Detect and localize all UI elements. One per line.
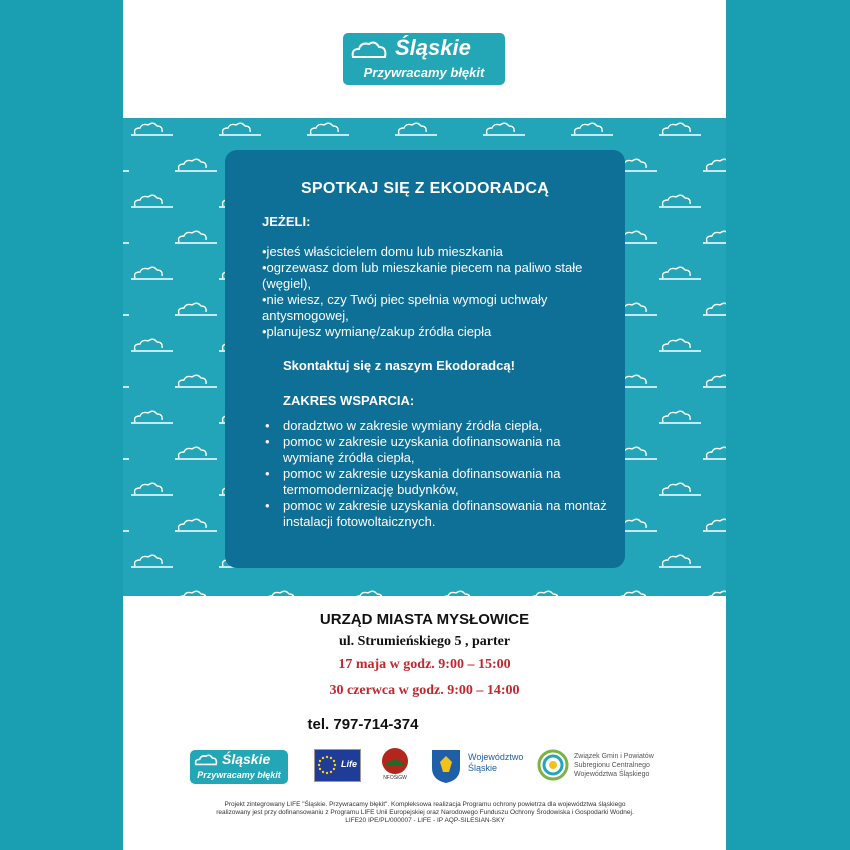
association-line-3: Województwa Śląskiego [574, 771, 650, 778]
cloud-icon [173, 372, 221, 390]
cloud-icon [657, 120, 705, 138]
cloud-icon [657, 264, 705, 282]
office-address: ul. Strumieńskiego 5 , parter [338, 634, 511, 649]
slaskie-brand-text: Śląskie [395, 35, 471, 60]
cloud-icon [123, 300, 133, 318]
cloud-icon [129, 480, 177, 498]
voivodeship-name [468, 752, 523, 774]
voivodeship-line-2: Śląskie [468, 763, 498, 773]
disclaimer-line-2: realizowany jest przy dofinansowaniu z Programu LIFE Unii Europejskiej oraz Narodowego Funduszu Ochrony Środowiska i Gospodarki Wodnej. [216, 809, 634, 816]
support-label: ZAKRES WSPARCIA: [283, 393, 415, 408]
disclaimer-line-3: LIFE20 IPE/PL/000007 - LIFE - IP AQP-SILESIAN-SKY [345, 817, 505, 824]
support-item: • pomoc w zakresie uzyskania dofinansowania na montaż instalacji fotowoltaicznych. [265, 498, 615, 530]
cloud-icon [657, 480, 705, 498]
condition-item: •ogrzewasz dom lub mieszkanie piecem na paliwo stałe (węgiel), [262, 260, 583, 291]
support-item: • pomoc w zakresie uzyskania dofinansowania na termomodernizację budynków, [265, 466, 615, 498]
condition-item: •nie wiesz, czy Twój piec spełnia wymogi uchwały antysmogowej, [262, 292, 548, 323]
condition-item: •planujesz wymianę/zakup źródła ciepła [262, 324, 492, 339]
association-name [574, 752, 654, 779]
cloud-icon [657, 552, 705, 570]
cloud-icon [701, 228, 726, 246]
cloud-icon [129, 408, 177, 426]
voivodeship-logo [430, 748, 462, 784]
cloud-icon [393, 120, 441, 138]
cloud-icon [129, 552, 177, 570]
cloud-icon [437, 588, 485, 596]
cloud-icon [123, 444, 133, 462]
cloud-icon [123, 588, 133, 596]
contact-cta: Skontaktuj się z naszym Ekodoradcą! [283, 358, 515, 373]
support-item: • pomoc w zakresie uzyskania dofinansowania na wymianę źródła ciepła, [265, 434, 615, 466]
cloud-icon [129, 264, 177, 282]
voivodeship-line-1: Województwo [468, 752, 524, 762]
consultation-date-1: 17 maja w godz. 9:00 – 15:00 [338, 657, 511, 672]
life-label: Life [341, 759, 358, 769]
cloud-icon [701, 156, 726, 174]
condition-item: •jesteś właścicielem domu lub mieszkania [262, 244, 503, 259]
cloud-icon [701, 444, 726, 462]
association-ring-icon [536, 748, 570, 782]
support-list [265, 418, 615, 530]
cloud-icon [123, 516, 133, 534]
cloud-icon [261, 588, 309, 596]
cloud-icon [173, 588, 221, 596]
cloud-icon [569, 120, 617, 138]
cloud-icon [173, 516, 221, 534]
cloud-icon [173, 444, 221, 462]
association-logo [536, 748, 570, 782]
cloud-icon [701, 516, 726, 534]
cloud-icon [123, 228, 133, 246]
phone-number: tel. 797-714-374 [307, 716, 419, 733]
cloud-icon [657, 192, 705, 210]
conditions-list [262, 244, 622, 340]
cloud-icon [217, 120, 265, 138]
cloud-icon [525, 588, 573, 596]
nfos-emblem-icon [380, 746, 410, 776]
association-line-2: Subregionu Centralnego [574, 762, 650, 769]
cloud-icon [613, 588, 661, 596]
card-title: SPOTKAJ SIĘ Z EKODORADCĄ [300, 180, 550, 197]
cloud-icon [349, 39, 389, 61]
cloud-icon [657, 336, 705, 354]
nfos-logo [380, 746, 410, 786]
cloud-icon [123, 156, 133, 174]
cloud-icon [129, 192, 177, 210]
cloud-icon [305, 120, 353, 138]
cloud-icon [701, 300, 726, 318]
office-name: URZĄD MIASTA MYSŁOWICE [319, 611, 530, 628]
cloud-icon [701, 372, 726, 390]
support-item: • doradztwo w zakresie wymiany źródła ciepła, [265, 418, 615, 434]
cloud-icon [193, 753, 219, 767]
cloud-icon [173, 300, 221, 318]
cloud-icon [349, 588, 397, 596]
funding-disclaimer [180, 801, 670, 825]
slaskie-brand-text: Śląskie [222, 751, 271, 767]
cloud-icon [123, 372, 133, 390]
cloud-icon [173, 228, 221, 246]
info-card [225, 150, 625, 568]
cloud-icon [173, 156, 221, 174]
coat-of-arms-icon [430, 748, 462, 784]
cloud-icon [657, 408, 705, 426]
cloud-icon [129, 120, 177, 138]
slaskie-tagline-text: Przywracamy błękit [363, 65, 485, 80]
consultation-date-2: 30 czerwca w godz. 9:00 – 14:00 [329, 683, 520, 698]
nfos-label: NFOŚiGW [383, 775, 407, 781]
association-line-1: Związek Gmin i Powiatów [574, 753, 654, 760]
cloud-icon [129, 336, 177, 354]
slaskie-logo-bottom [190, 750, 288, 784]
conditions-label: JEŻELI: [262, 214, 311, 229]
eu-life-logo [314, 749, 361, 782]
slaskie-tagline-text: Przywracamy błękit [197, 770, 281, 780]
cloud-icon [701, 588, 726, 596]
slaskie-logo-top [343, 33, 505, 85]
cloud-icon [481, 120, 529, 138]
disclaimer-line-1: Projekt zintegrowany LIFE "Śląskie. Przywracamy błękit". Kompleksowa realizacja Programu ochrony powietrza dla województwa śląskiego [224, 801, 626, 808]
